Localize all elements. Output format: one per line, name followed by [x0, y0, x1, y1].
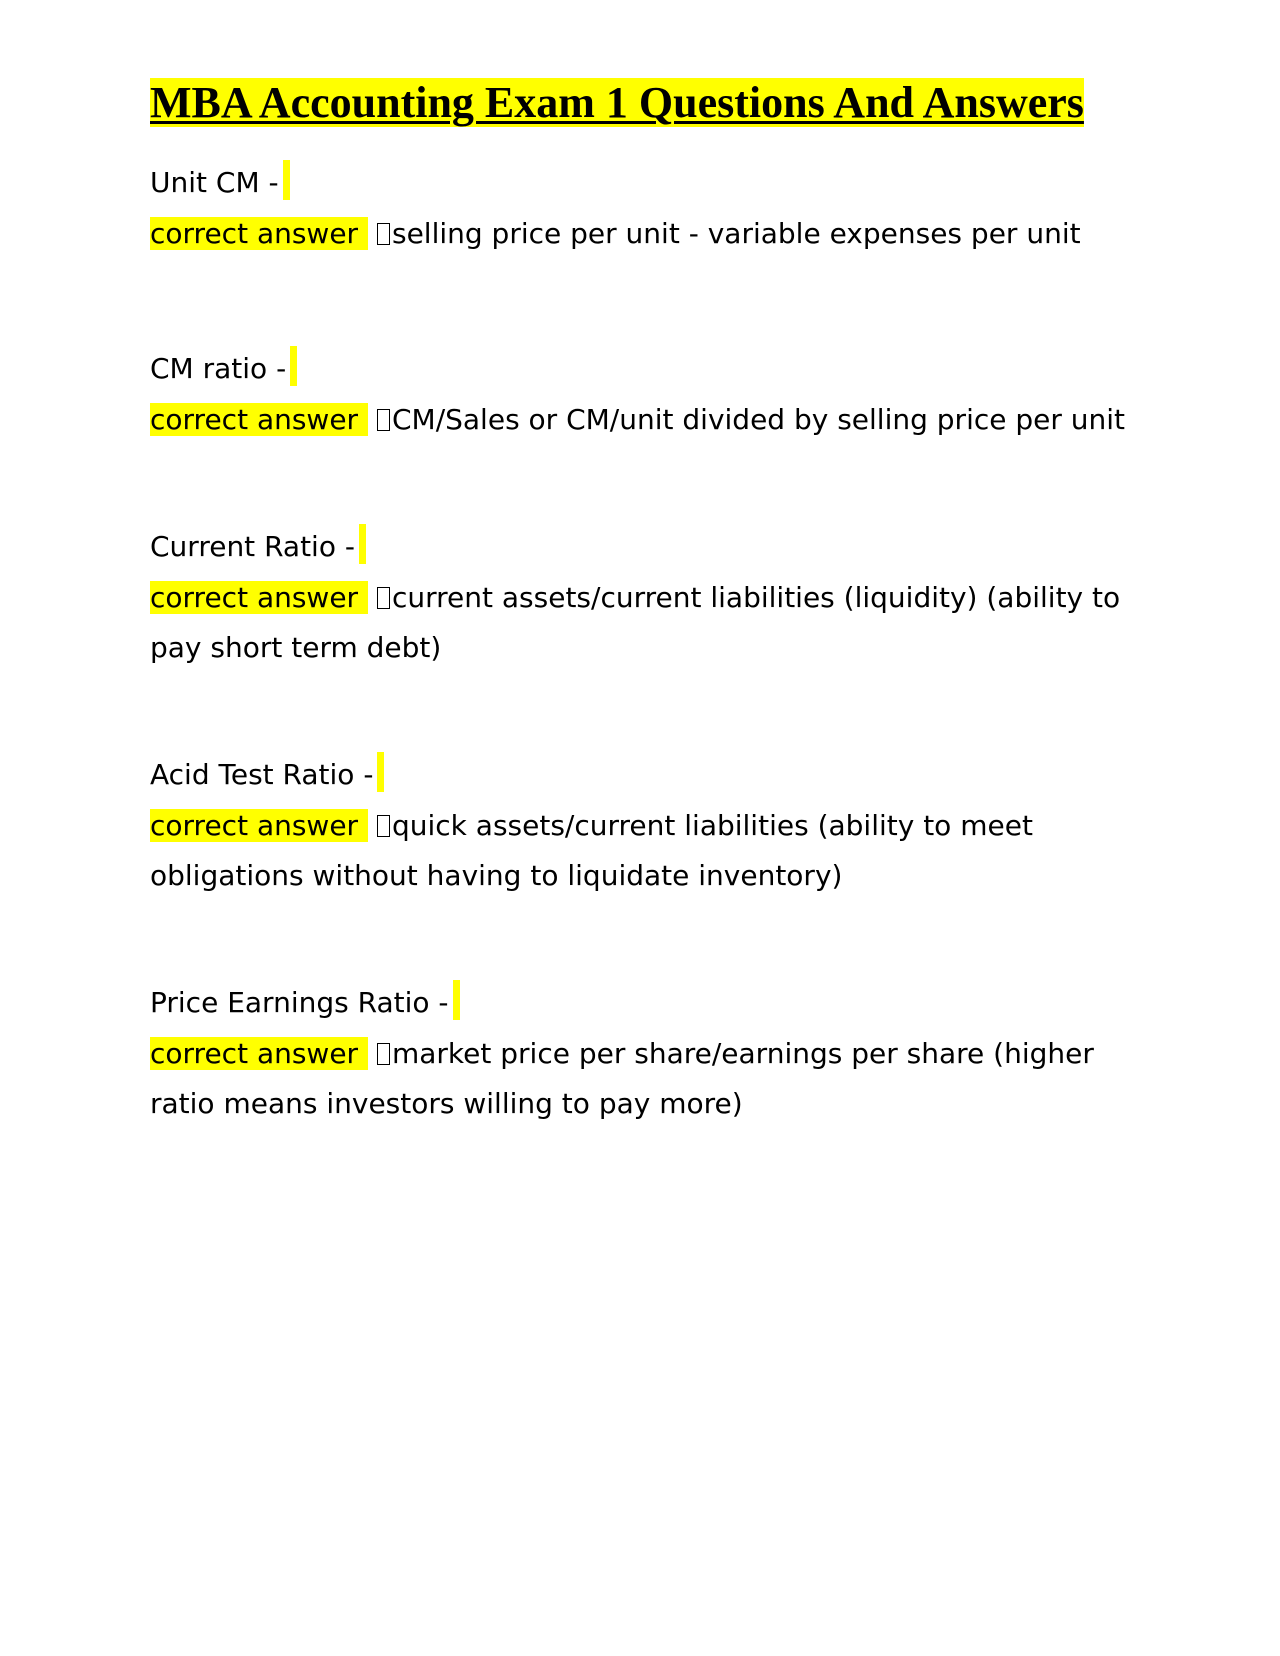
missing-glyph-box-icon [377, 409, 390, 431]
qa-entry [150, 749, 1130, 901]
question [150, 977, 1130, 1029]
question [150, 521, 1130, 573]
answer [150, 801, 1130, 901]
answer-text: CM/Sales or CM/unit divided by selling price per unit [391, 403, 1126, 436]
document-page [150, 74, 1130, 1205]
answer [150, 209, 1130, 259]
answer-label: correct answer [150, 403, 368, 436]
answer-label: correct answer [150, 217, 368, 250]
answer-text: selling price per unit - variable expenses per unit [391, 217, 1081, 250]
missing-glyph-box-icon [377, 223, 390, 245]
question [150, 157, 1130, 209]
answer [150, 1029, 1130, 1129]
answer-label: correct answer [150, 581, 368, 614]
answer-label: correct answer [150, 1037, 368, 1070]
highlight-marker [359, 524, 366, 564]
document-title-text: MBA Accounting Exam 1 Questions And Answers [150, 78, 1084, 127]
highlight-marker [377, 752, 384, 792]
answer-text: quick assets/current liabilities (ability to meet obligations without having to liquidate inventory) [150, 809, 1033, 892]
qa-entry [150, 343, 1130, 445]
qa-entry [150, 977, 1130, 1129]
document-title [150, 74, 1130, 131]
question [150, 749, 1130, 801]
question-text: Current Ratio - [150, 530, 355, 563]
question-text: Unit CM - [150, 166, 279, 199]
question [150, 343, 1130, 395]
qa-entry [150, 157, 1130, 259]
missing-glyph-box-icon [377, 815, 390, 837]
highlight-marker [290, 346, 297, 386]
question-text: Acid Test Ratio - [150, 758, 374, 791]
qa-entry [150, 521, 1130, 673]
answer-text: market price per share/earnings per share (higher ratio means investors willing to pay more) [150, 1037, 1094, 1120]
answer [150, 395, 1130, 445]
question-text: Price Earnings Ratio - [150, 986, 449, 1019]
question-text: CM ratio - [150, 352, 287, 385]
highlight-marker [453, 980, 460, 1020]
answer-label: correct answer [150, 809, 368, 842]
answer-text: current assets/current liabilities (liquidity) (ability to pay short term debt) [150, 581, 1121, 664]
highlight-marker [283, 160, 290, 200]
missing-glyph-box-icon [377, 1043, 390, 1065]
missing-glyph-box-icon [377, 587, 390, 609]
qa-list [150, 157, 1130, 1129]
answer [150, 573, 1130, 673]
